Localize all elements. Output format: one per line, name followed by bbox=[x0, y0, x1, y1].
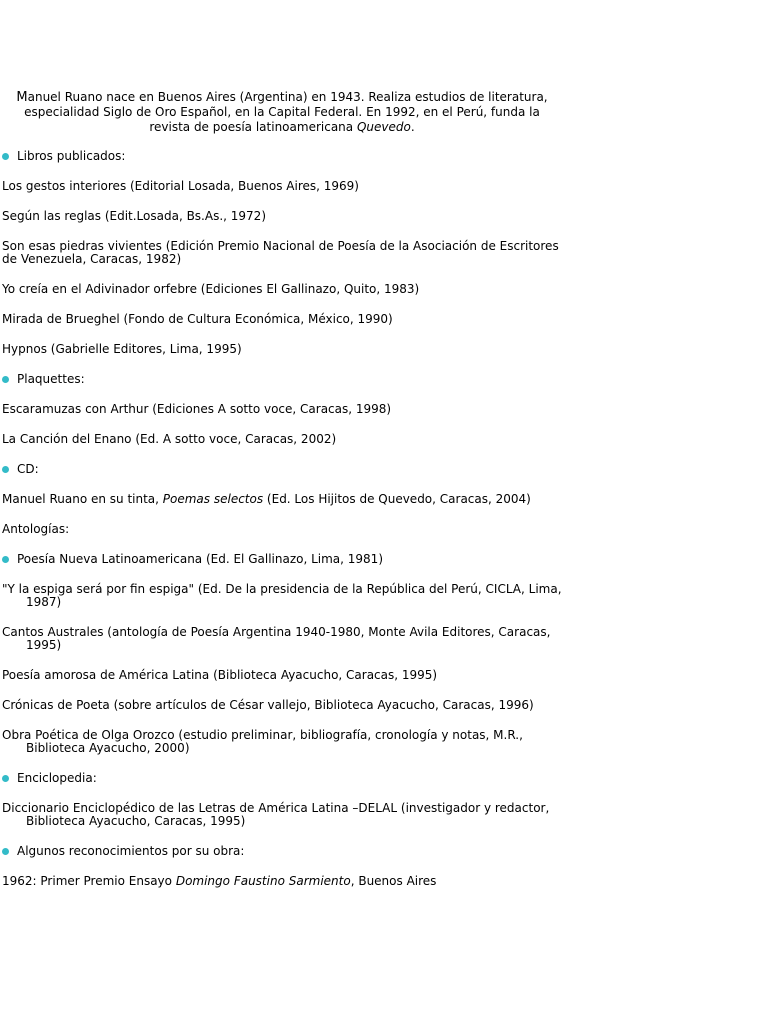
enciclopedia-entry: Diccionario Enciclopédico de las Letras de América Latina –DELAL (investigador y redactor, Biblioteca Ayacucho, Caracas, 1995) bbox=[2, 801, 550, 828]
antologia-entry: Obra Poética de Olga Orozco (estudio preliminar, bibliografía, cronología y notas, M.R., Biblioteca Ayacucho, 2000) bbox=[2, 728, 523, 755]
book-entry: Hypnos (Gabrielle Editores, Lima, 1995) bbox=[2, 342, 242, 356]
plaquettes-heading bbox=[2, 373, 562, 386]
intro-initial: M bbox=[16, 90, 28, 105]
cd-heading bbox=[2, 463, 562, 476]
bullet-dot-icon bbox=[2, 466, 9, 473]
plaquettes-heading-label: Plaquettes: bbox=[17, 372, 85, 386]
antologia-entry: Crónicas de Poeta (sobre artículos de César vallejo, Biblioteca Ayacucho, Caracas, 1996) bbox=[2, 698, 534, 712]
antologia-entry: Cantos Australes (antología de Poesía Argentina 1940-1980, Monte Avila Editores, Caracas, 1995) bbox=[2, 625, 551, 652]
bullet-dot-icon bbox=[2, 775, 9, 782]
cd-entry-pre: Manuel Ruano en su tinta, bbox=[2, 492, 163, 506]
cd-entry-title: Poemas selectos bbox=[162, 492, 264, 506]
bullet-dot-icon bbox=[2, 153, 9, 160]
reconocimiento-title: Domingo Faustino Sarmiento bbox=[175, 874, 351, 888]
bullet-dot-icon bbox=[2, 556, 9, 563]
reconocimiento-pre: 1962: Primer Premio Ensayo bbox=[2, 874, 176, 888]
intro-paragraph bbox=[2, 90, 562, 135]
antologia-entry: "Y la espiga será por fin espiga" (Ed. De la presidencia de la República del Perú, CICLA, Lima, 1987) bbox=[2, 582, 562, 609]
reconocimiento-entry bbox=[2, 875, 562, 888]
reconocimiento-post: , Buenos Aires bbox=[350, 874, 437, 888]
book-entry: Yo creía en el Adivinador orfebre (Ediciones El Gallinazo, Quito, 1983) bbox=[2, 282, 420, 296]
plaquette-entry: Escaramuzas con Arthur (Ediciones A sotto voce, Caracas, 1998) bbox=[2, 402, 392, 416]
cd-entry-post: (Ed. Los Hijitos de Quevedo, Caracas, 2004) bbox=[263, 492, 531, 506]
book-entry: Son esas piedras vivientes (Edición Premio Nacional de Poesía de la Asociación de Escritores de Venezuela, Caracas, 1982) bbox=[2, 239, 559, 266]
journal-title: Quevedo bbox=[356, 120, 411, 134]
bullet-dot-icon bbox=[2, 376, 9, 383]
intro-text-end: . bbox=[410, 120, 415, 134]
antologias-heading: Antologías: bbox=[2, 522, 70, 536]
antologia-bullet-entry bbox=[2, 553, 562, 566]
book-entry: Los gestos interiores (Editorial Losada, Buenos Aires, 1969) bbox=[2, 179, 359, 193]
document-page bbox=[2, 90, 562, 905]
antologia-bullet-label: Poesía Nueva Latinoamericana (Ed. El Gallinazo, Lima, 1981) bbox=[17, 552, 383, 566]
enciclopedia-heading bbox=[2, 772, 562, 785]
cd-entry bbox=[2, 493, 562, 506]
bullet-dot-icon bbox=[2, 848, 9, 855]
intro-text: anuel Ruano nace en Buenos Aires (Argentina) en 1943. Realiza estudios de literatura, especialidad Siglo de Oro Español, en la Capital Federal. En 1992, en el Perú, funda la revista de poesía latinoamericana bbox=[24, 90, 548, 134]
enciclopedia-heading-label: Enciclopedia: bbox=[17, 771, 97, 785]
libros-heading bbox=[2, 150, 562, 163]
book-entry: Según las reglas (Edit.Losada, Bs.As., 1972) bbox=[2, 209, 266, 223]
cd-heading-label: CD: bbox=[17, 462, 39, 476]
plaquette-entry: La Canción del Enano (Ed. A sotto voce, Caracas, 2002) bbox=[2, 432, 337, 446]
reconocimientos-heading-label: Algunos reconocimientos por su obra: bbox=[17, 844, 245, 858]
reconocimientos-heading bbox=[2, 845, 562, 858]
antologia-entry: Poesía amorosa de América Latina (Biblioteca Ayacucho, Caracas, 1995) bbox=[2, 668, 438, 682]
book-entry: Mirada de Brueghel (Fondo de Cultura Económica, México, 1990) bbox=[2, 312, 393, 326]
libros-heading-label: Libros publicados: bbox=[17, 149, 126, 163]
